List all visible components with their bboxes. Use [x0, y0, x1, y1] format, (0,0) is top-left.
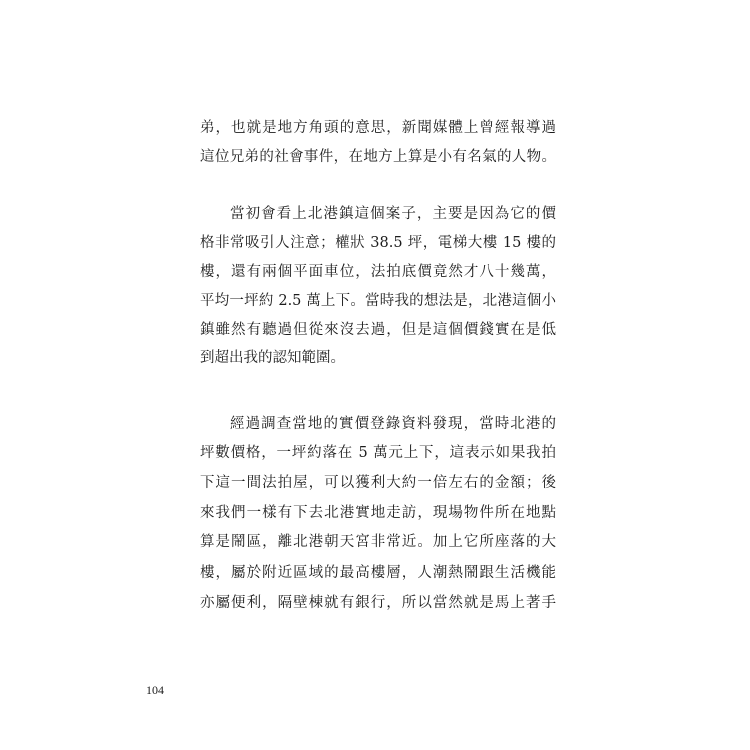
text-line: 鎮雖然有聽過但從來沒去過，但是這個價錢實在是低	[200, 322, 556, 338]
text-line: 當初會看上北港鎮這個案子，主要是因為它的價	[230, 206, 556, 222]
text-line: 經過調查當地的實價登錄資料發現，當時北港的	[230, 416, 556, 432]
text-line: 樓，屬於附近區域的最高樓層，人潮熱鬧跟生活機能	[200, 565, 556, 581]
text-line: 平均一坪約 2.5 萬上下。當時我的想法是，北港這個小	[200, 293, 556, 309]
text-line: 坪數價格，一坪約落在 5 萬元上下，這表示如果我拍	[200, 445, 556, 461]
text-line: 亦屬便利，隔壁棟就有銀行，所以當然就是馬上著手	[200, 595, 556, 611]
text-line: 來我們一樣有下去北港實地走訪，現場物件所在地點	[200, 505, 556, 521]
text-line: 弟，也就是地方角頭的意思，新聞媒體上曾經報導過	[200, 120, 556, 136]
text-line: 到超出我的認知範圍。	[200, 350, 345, 366]
text-line: 格非常吸引人注意；權狀 38.5 坪，電梯大樓 15 樓的	[200, 235, 556, 251]
text-line: 算是鬧區，離北港朝天宮非常近。加上它所座落的大	[200, 534, 556, 550]
text-line: 樓，還有兩個平面車位，法拍底價竟然才八十幾萬，	[200, 264, 556, 280]
text-line: 這位兄弟的社會事件，在地方上算是小有名氣的人物。	[200, 149, 556, 165]
page-number: 104	[146, 683, 164, 697]
text-line: 下這一間法拍屋，可以獲利大約一倍左右的金額；後	[200, 475, 556, 491]
